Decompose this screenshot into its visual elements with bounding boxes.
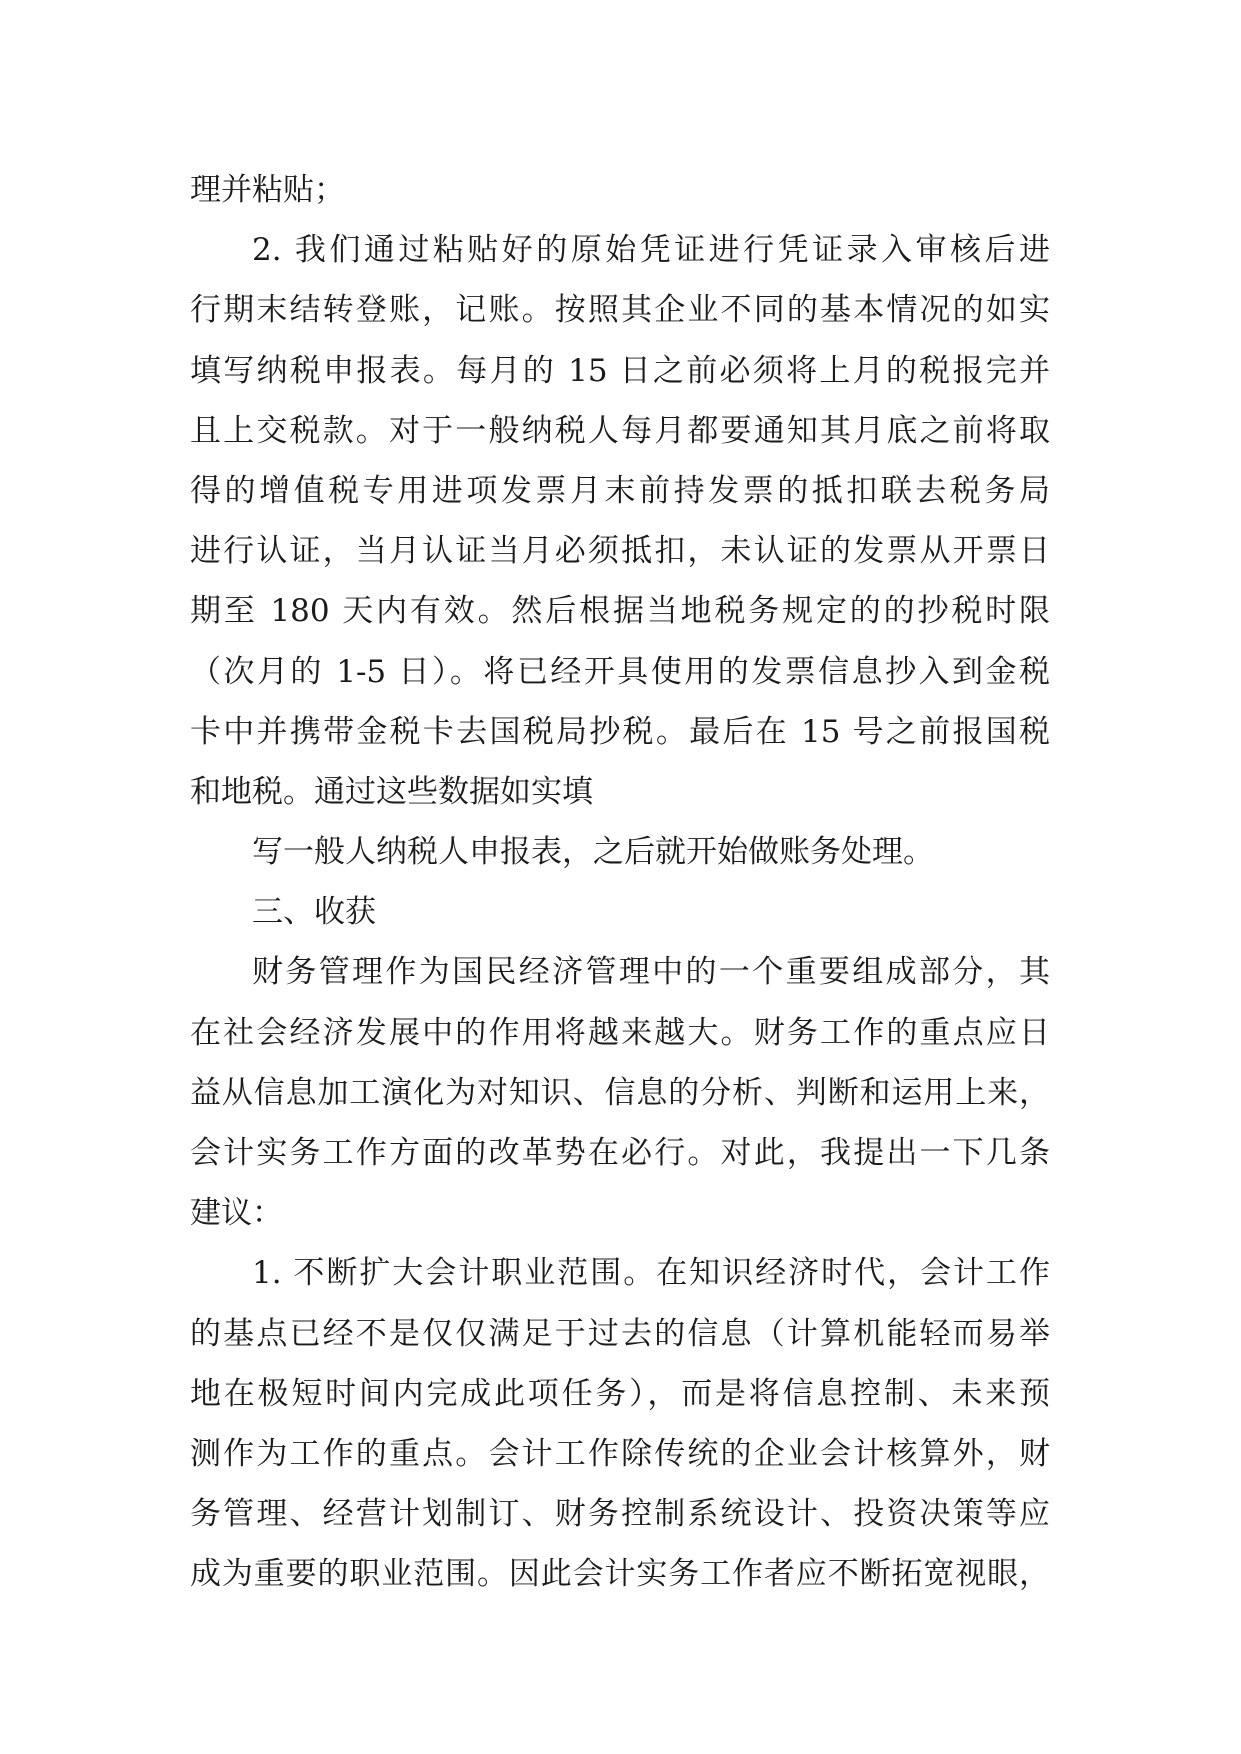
text-line: 和地税。通过这些数据如实填 (190, 773, 593, 810)
text-line: 益从信息加工演化为对知识、信息的分析、判断和运用上来， (190, 1074, 1050, 1111)
text-line: 期至 180 天内有效。然后根据当地税务规定的的抄税时限 (190, 593, 1050, 630)
text-line: 理并粘贴； (190, 172, 345, 208)
text-line: 会计实务工作方面的改革势在必行。对此，我提出一下几条 (190, 1135, 1050, 1171)
text-line: 测作为工作的重点。会计工作除传统的企业会计核算外，财 (190, 1435, 1050, 1472)
text-line: 卡中并携带金税卡去国税局抄税。最后在 15 号之前报国税 (190, 713, 1050, 750)
text-line: 建议： (190, 1195, 283, 1232)
text-line: 进行认证，当月认证当月必须抵扣，未认证的发票从开票日 (190, 533, 1050, 570)
text-line: 的基点已经不是仅仅满足于过去的信息（计算机能轻而易举 (190, 1315, 1050, 1352)
text-line: 写一般人纳税人申报表，之后就开始做账务处理。 (252, 834, 934, 871)
text-line: （次月的 1-5 日）。将已经开具使用的发票信息抄入到金税 (190, 653, 1050, 690)
text-line: 财务管理作为国民经济管理中的一个重要组成部分，其 (252, 954, 1050, 991)
text-line: 填写纳税申报表。每月的 15 日之前必须将上月的税报完并 (190, 352, 1050, 389)
text-line: 在社会经济发展中的作用将越来越大。财务工作的重点应日 (190, 1014, 1050, 1051)
text-line: 1. 不断扩大会计职业范围。在知识经济时代，会计工作 (252, 1255, 1050, 1292)
text-line: 且上交税款。对于一般纳税人每月都要通知其月底之前将取 (190, 412, 1050, 449)
text-line: 成为重要的职业范围。因此会计实务工作者应不断拓宽视眼， (190, 1556, 1050, 1593)
body-text (190, 160, 1050, 1605)
text-line: 务管理、经营计划制订、财务控制系统设计、投资决策等应 (190, 1496, 1050, 1533)
text-line: 行期末结转登账，记账。按照其企业不同的基本情况的如实 (190, 292, 1050, 329)
text-line: 地在极短时间内完成此项任务），而是将信息控制、未来预 (190, 1375, 1050, 1412)
text-line: 三、收获 (252, 894, 376, 931)
text-line: 得的增值税专用进项发票月末前持发票的抵扣联去税务局 (190, 472, 1050, 509)
text-line: 2. 我们通过粘贴好的原始凭证进行凭证录入审核后进 (252, 232, 1050, 269)
